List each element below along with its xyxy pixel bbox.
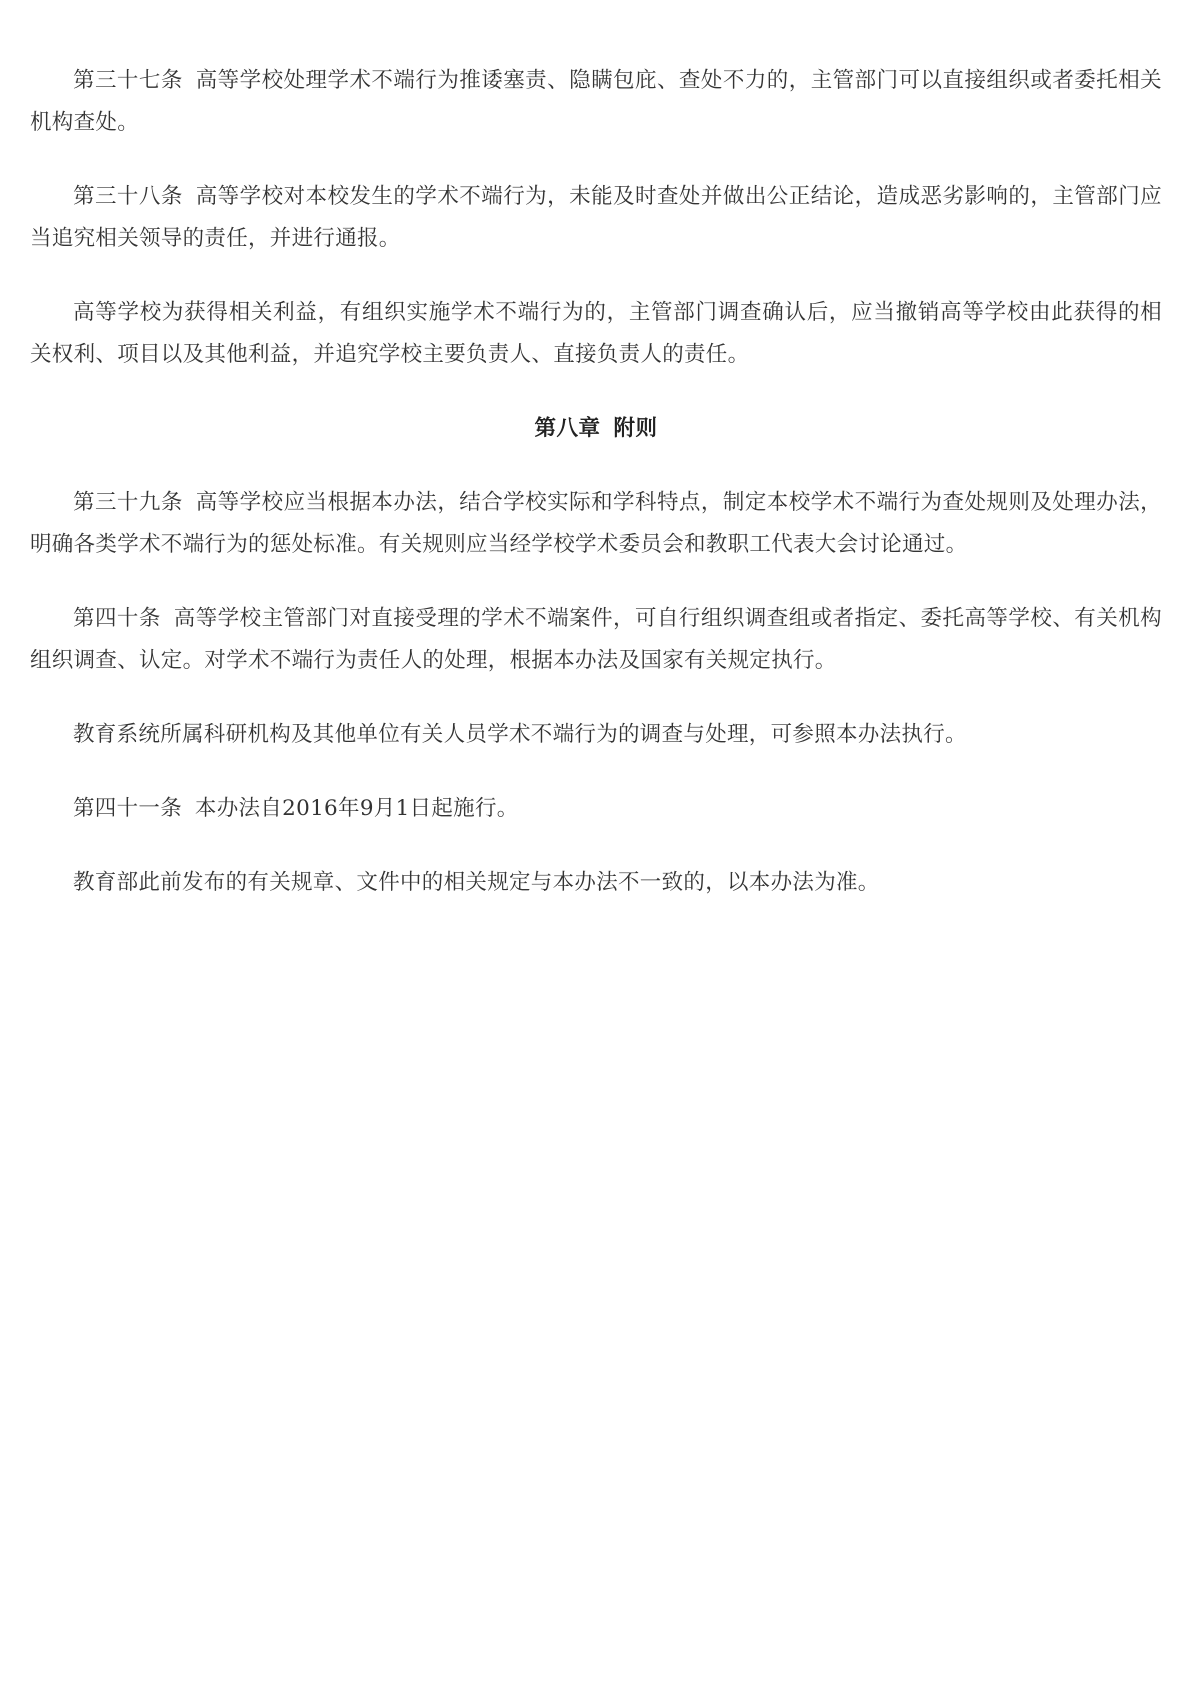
article-40-paragraph-2	[30, 714, 1162, 756]
article-38	[30, 176, 1162, 260]
article-number: 第三十九条	[73, 490, 183, 515]
article-text: 本办法自2016年9月1日起施行。	[194, 796, 519, 821]
article-40	[30, 598, 1162, 682]
chapter-heading	[30, 408, 1162, 450]
chapter-number: 第八章	[534, 416, 601, 441]
article-41-paragraph-2	[30, 862, 1162, 904]
article-text: 高等学校应当根据本办法，结合学校实际和学科特点，制定本校学术不端行为查处规则及处理办法，明确各类学术不端行为的惩处标准。有关规则应当经学校学术委员会和教职工代表大会讨论通过。	[30, 490, 1162, 557]
article-38-paragraph-2	[30, 292, 1162, 376]
article-number: 第三十七条	[73, 68, 183, 93]
article-number: 第四十一条	[73, 796, 183, 821]
article-text: 教育部此前发布的有关规章、文件中的相关规定与本办法不一致的，以本办法为准。	[73, 870, 880, 895]
article-text: 教育系统所属科研机构及其他单位有关人员学术不端行为的调查与处理，可参照本办法执行。	[73, 722, 967, 747]
article-text: 高等学校对本校发生的学术不端行为，未能及时查处并做出公正结论，造成恶劣影响的，主管部门应当追究相关领导的责任，并进行通报。	[30, 184, 1162, 251]
article-text: 高等学校处理学术不端行为推诿塞责、隐瞒包庇、查处不力的，主管部门可以直接组织或者委托相关机构查处。	[30, 68, 1162, 135]
article-number: 第四十条	[73, 606, 161, 631]
article-37	[30, 60, 1162, 144]
article-41	[30, 788, 1162, 830]
chapter-title: 附则	[613, 416, 658, 441]
article-text: 高等学校为获得相关利益，有组织实施学术不端行为的，主管部门调查确认后，应当撤销高等学校由此获得的相关权利、项目以及其他利益，并追究学校主要负责人、直接负责人的责任。	[30, 300, 1162, 367]
document-page	[30, 60, 1162, 936]
article-39	[30, 482, 1162, 566]
article-text: 高等学校主管部门对直接受理的学术不端案件，可自行组织调查组或者指定、委托高等学校、有关机构组织调查、认定。对学术不端行为责任人的处理，根据本办法及国家有关规定执行。	[30, 606, 1162, 673]
article-number: 第三十八条	[73, 184, 183, 209]
